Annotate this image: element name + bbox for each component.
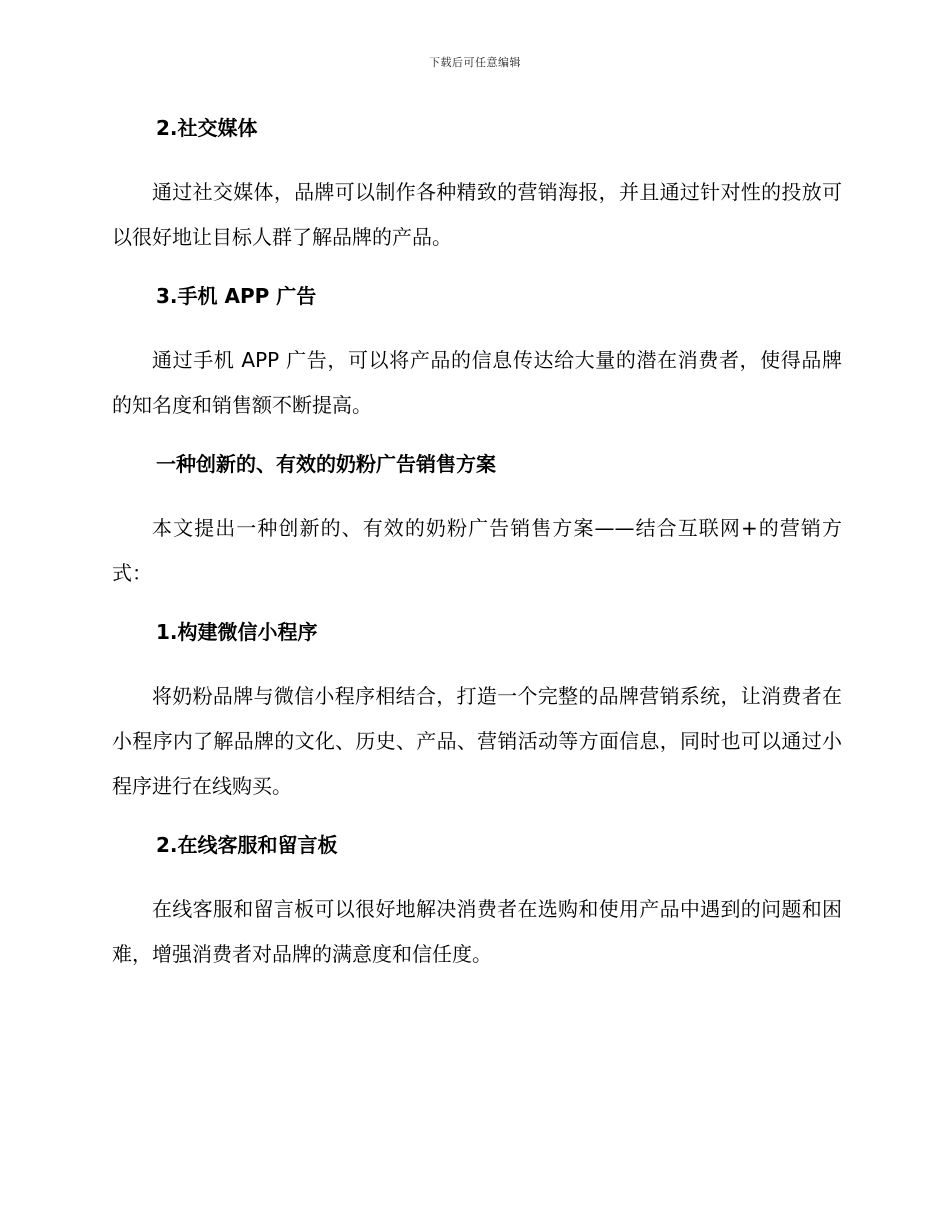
section-paragraph-mobile-app-ads: 通过手机 APP 广告，可以将产品的信息传达给大量的潜在消费者，使得品牌的知名度和销售额不断提高。 — [112, 348, 842, 417]
section-paragraph-online-service: 在线客服和留言板可以很好地解决消费者在选购和使用产品中遇到的问题和困难，增强消费者对品牌的满意度和信任度。 — [112, 897, 842, 966]
section-paragraph-social-media: 通过社交媒体，品牌可以制作各种精致的营销海报，并且通过针对性的投放可以很好地让目标人群了解品牌的产品。 — [112, 180, 842, 249]
section-heading-online-service: 2.在线客服和留言板 — [156, 833, 338, 857]
section-paragraph-innovative-plan: 本文提出一种创新的、有效的奶粉广告销售方案——结合互联网+的营销方式： — [112, 516, 842, 585]
page-header-note: 下载后可任意编辑 — [429, 56, 521, 69]
section-paragraph-wechat-mini-program: 将奶粉品牌与微信小程序相结合，打造一个完整的品牌营销系统，让消费者在小程序内了解品牌的文化、历史、产品、营销活动等方面信息，同时也可以通过小程序进行在线购买。 — [112, 684, 842, 798]
section-heading-innovative-plan: 一种创新的、有效的奶粉广告销售方案 — [156, 452, 496, 476]
section-heading-social-media: 2.社交媒体 — [156, 116, 258, 140]
document-body — [112, 112, 842, 977]
section-heading-mobile-app-ads: 3.手机 APP 广告 — [156, 284, 317, 308]
section-heading-wechat-mini-program: 1.构建微信小程序 — [156, 620, 318, 644]
